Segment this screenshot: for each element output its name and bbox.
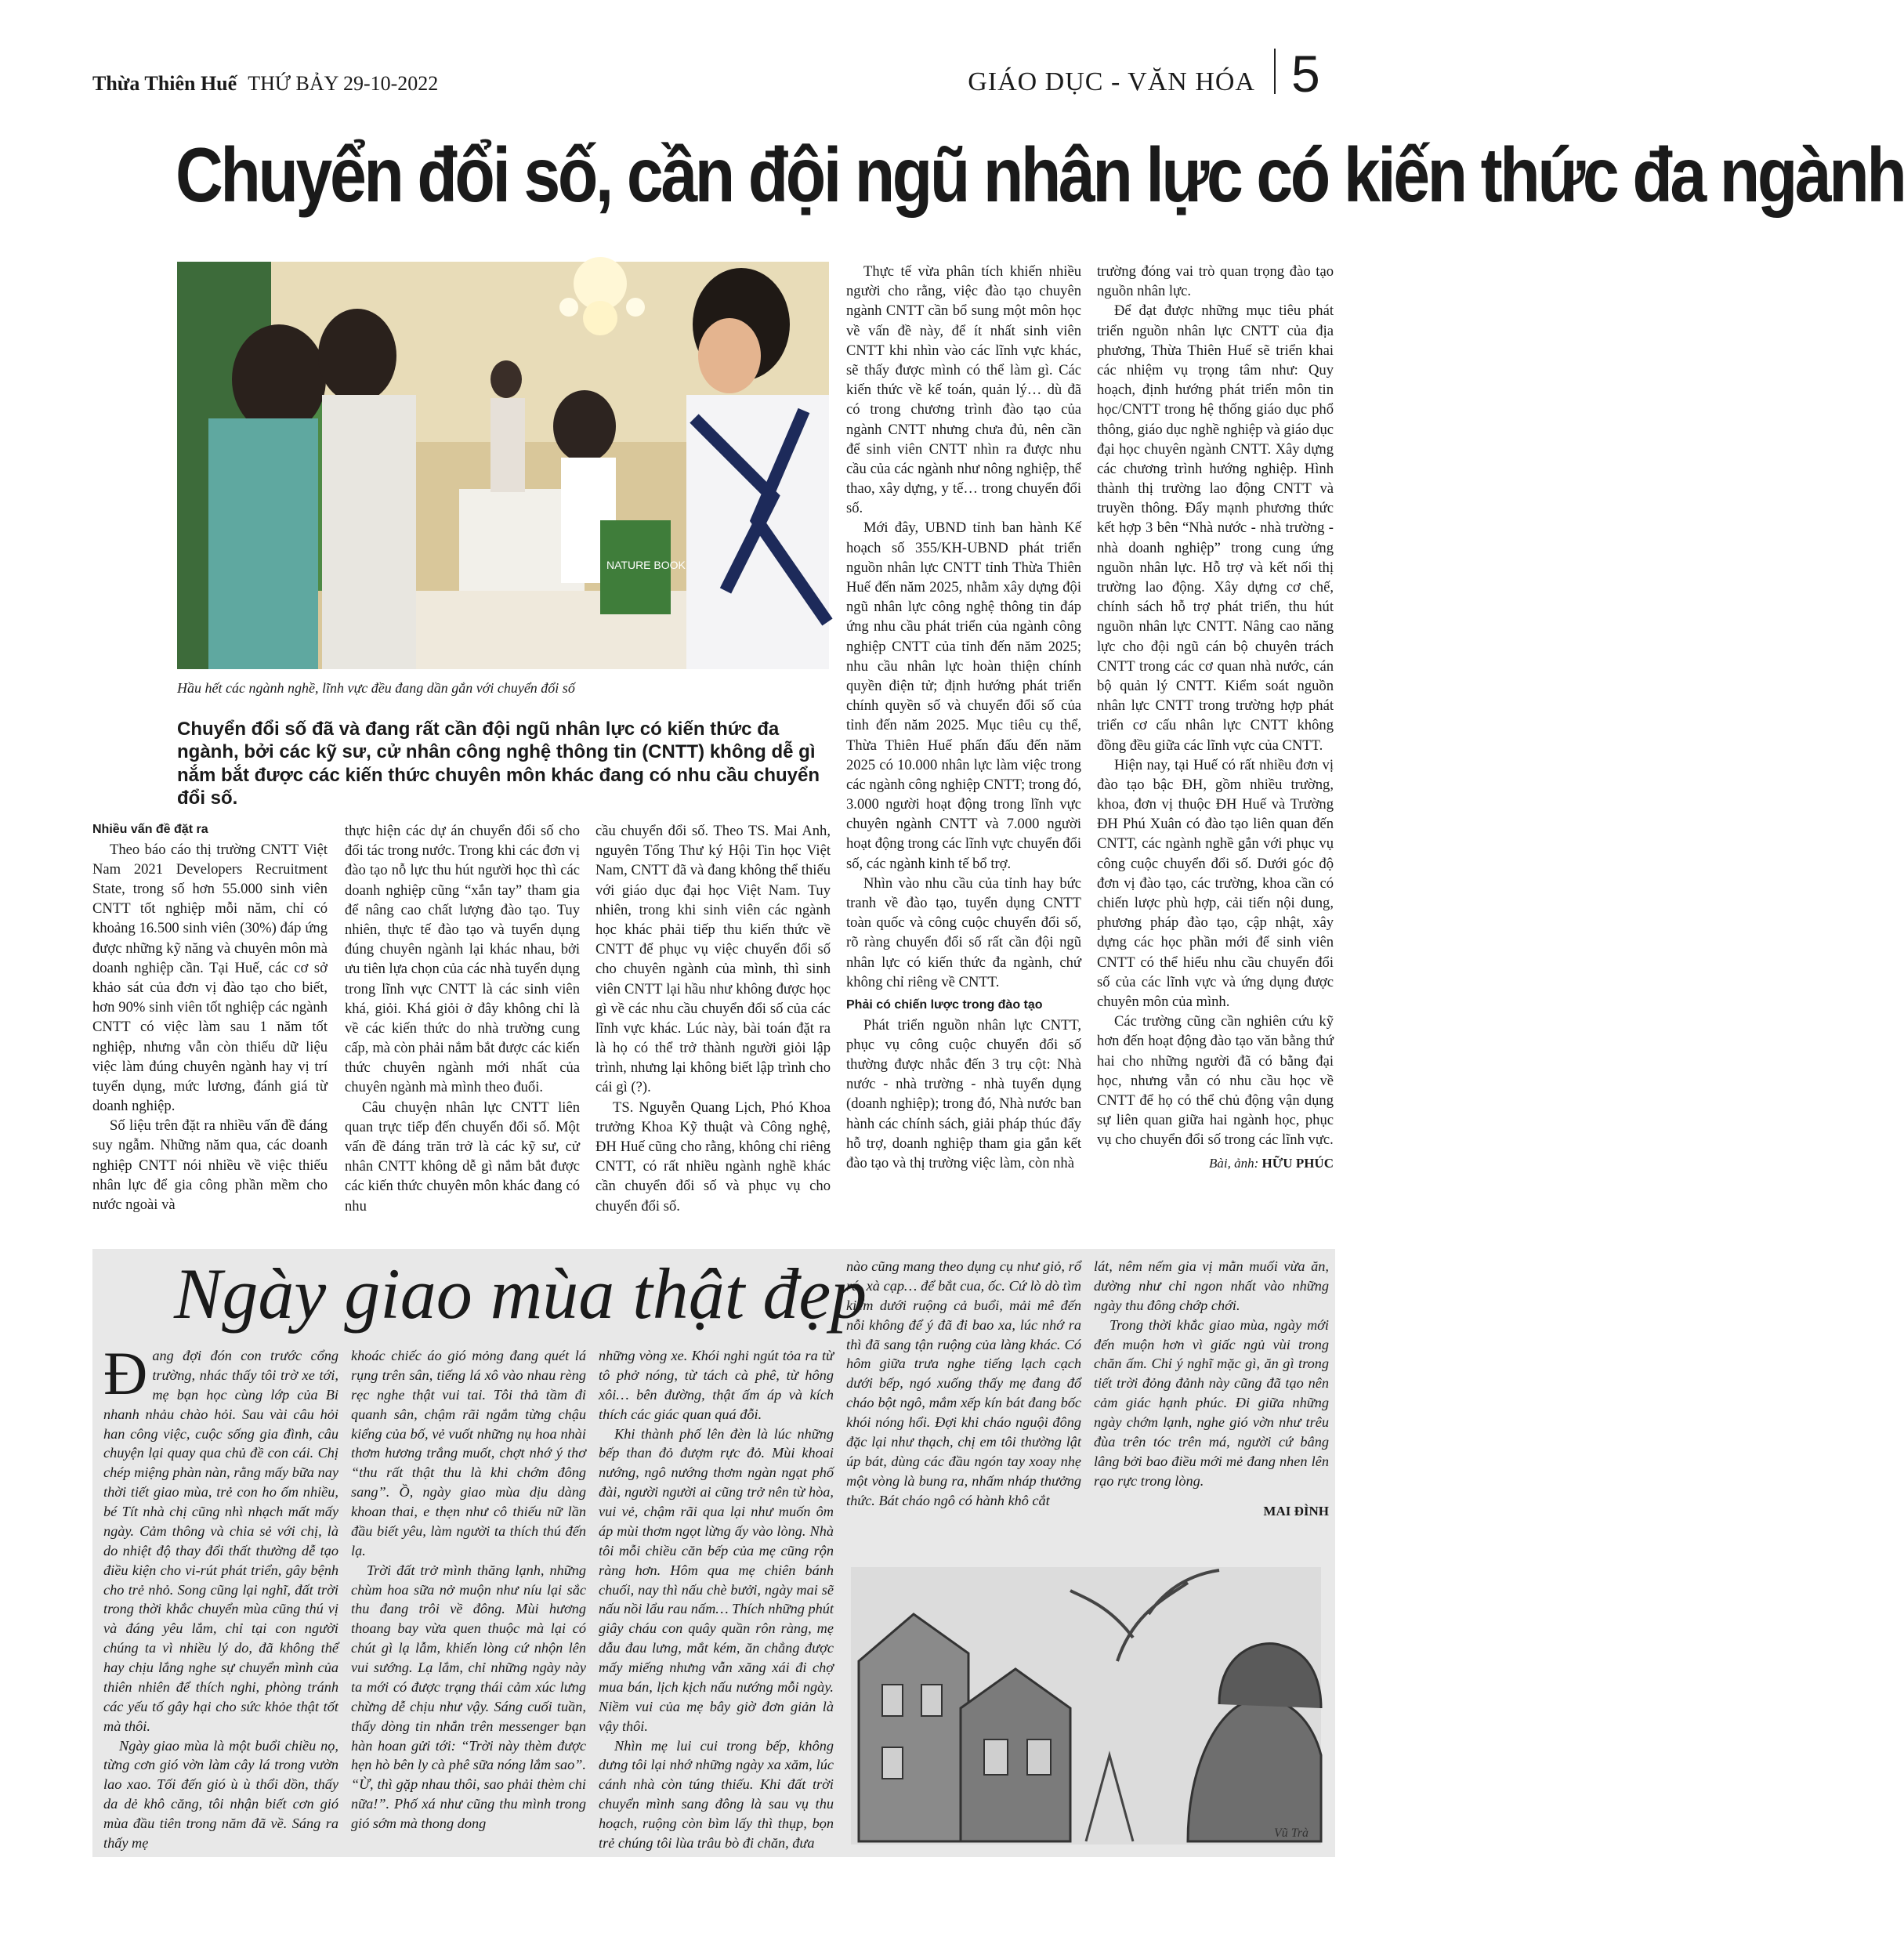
section-title: GIÁO DỤC - VĂN HÓA [968,67,1255,96]
essay-byline: MAI ĐÌNH [1263,1503,1329,1519]
paragraph [103,1339,338,1736]
paragraph: Trời đất trở mình thăng lạnh, những chùm hoa sữa nở muộn như níu lại sắc thu đang trôi về đông. Mùi hương thoang bay vừa quen thuộc mà lại có chút gì lạ lẫm, khiến lòng cứ nhộn lên vui sướng. Lạ lắm, chỉ những ngày này ta mới có được trạng thái cảm xúc lưng chừng dễ chịu như vậy. Sáng cuối tuần, thấy dòng tin nhắn trên messenger bạn hàn hoan gửi tới: “Trời này thèm được hẹn hò bên ly cà phê sữa nóng lắm sao”. “Ừ, thì gặp nhau thôi, sao phải thèm chi nữa!”. Phố xá như cũng thu mình trong gió sớm mà thong dong [351,1562,586,1831]
subhead-issues: Nhiều vấn đề đặt ra [92,823,208,836]
paragraph: Nhìn mẹ lui cui trong bếp, không dưng tôi lại nhớ những ngày xa xăm, lúc cánh nhà còn túng thiếu. Khi đất trời chuyển mình sang đông là sau vụ thu hoạch, ruộng còn bìm lấy thì thụp, bọn trẻ chúng tôi lùa trâu bò đi chăn, đưa [599,1737,834,1851]
drop-cap: Đ [103,1339,148,1407]
essay-illustration [851,1567,1321,1844]
paragraph: thực hiện các dự án chuyển đổi số cho đối tác trong nước. Trong khi các đơn vị đào tạo nỗ lực thu hút người học thì các doanh nghiệp cũng “xắn tay” tham gia để nâng cao chất lượng đào tạo. Tuy nhiên, thực tế đào tạo và tuyển dụng đúng chuyên ngành lại khác nhau, bởi ưu tiên lựa chọn của các nhà tuyển dụng trong lĩnh vực CNTT là các sinh viên khá, giỏi. Khá giỏi ở đây không chỉ là về các kiến thức do nhà trường cung cấp, mà còn phải nắm bắt được các kiến thức chuyên ngành mới nhất của chuyên ngành mà mình theo đuổi. [345,823,580,1096]
photo-caption: Hầu hết các ngành nghề, lĩnh vực đều đang dần gắn với chuyển đổi số [177,680,575,696]
paragraph: Số liệu trên đặt ra nhiều vấn đề đáng suy ngẫm. Những năm qua, các doanh nghiệp CNTT nói nhiều về việc thiếu nhân lực để gia công phần mềm cho nước ngoài và [92,1117,328,1214]
paragraph: Mới đây, UBND tỉnh ban hành Kế hoạch số 355/KH-UBND phát triển nguồn nhân lực CNTT tỉnh Thừa Thiên Huế đến năm 2025, nhằm xây dựng đội ngũ nhân lực công nghệ thông tin đáp ứng nhu cầu phát triển của ngành công nghiệp CNTT của tỉnh đến năm 2025; nhu cầu nhân lực hoàn thiện chính quyền điện tử; định hướng phát triển chính quyền số và chuyển đổi số của tỉnh đến năm 2025. Mục tiêu cụ thể, Thừa Thiên Huế phấn đấu đến năm 2025 có 10.000 nhân lực làm việc trong các ngành công nghiệp CNTT; trong đó, 3.000 người hoạt động trong lĩnh vực chuyên ngành CNTT và 7.000 người hoạt động trong các lĩnh vực chuyển đổi số, các ngành kinh tế bổ trợ. [846,519,1082,872]
masthead [92,72,438,96]
paragraph: Thực tế vừa phân tích khiến nhiều người cho rằng, việc đào tạo chuyên ngành CNTT cần bổ sung một môn học về vấn đề này, để ít nhất sinh viên CNTT khi nhìn vào các lĩnh vực khác, sẽ thấy được mình có thể làm gì. Các kiến thức về kế toán, quản lý… dù đã có trong chương trình đào tạo của ngành CNTT nhưng chưa đủ, nên cần để sinh viên CNTT nhìn ra được nhu cầu của các ngành như nông nghiệp, thể thao, xây dựng, y tế… trong chuyển đổi số. [846,263,1081,517]
paper-name: Thừa Thiên Huế [92,72,237,95]
photo-scene [177,262,829,669]
article-column-2 [345,821,580,1216]
paragraph: Để đạt được những mục tiêu phát triển nguồn nhân lực CNTT của địa phương, Thừa Thiên Huế sẽ triển khai các nhiệm vụ trọng tâm như: Quy hoạch, định hướng phát triển môn tin học/CNTT trong hệ thống giáo dục phổ thông, giáo dục nghề nghiệp và giáo dục đại học chuyên ngành CNTT. Xây dựng các chương trình hướng nghiệp. Hình thành thị trường lao động CNTT và truyền thông. Đẩy mạnh phương thức kết hợp 3 bên “Nhà nước - nhà trường - nhà doanh nghiệp” trong cung ứng nguồn nhân lực. Hỗ trợ và kết nối thị trường lao động. Xây dựng cơ chế, chính sách hỗ trợ phát triển, thu hút nguồn nhân lực CNTT. Nâng cao năng lực cho đội ngũ cán bộ chuyên trách CNTT trong các cơ quan nhà nước, cán bộ quản lý CNTT. Kiểm soát nguồn nhân lực CNTT trong trường hợp phát triển cơ cấu nhân lực CNTT không đồng đều giữa các lĩnh vực của CNTT. [1097,302,1334,754]
article-photo [177,262,829,669]
subhead-strategy: Phải có chiến lược trong đào tạo [846,997,1043,1012]
article-column-5 [1097,262,1334,1172]
essay-column-1 [103,1339,338,1853]
essay-column-3 [599,1346,834,1853]
article-lead: Chuyển đổi số đã và đang rất cần đội ngũ nhân lực có kiến thức đa ngành, bởi các kỹ sư, cử nhân công nghệ thông tin (CNTT) không dễ gì nắm bắt được các kiến thức chuyên môn khác đang có nhu cầu chuyển đổi số. [177,719,820,809]
paragraph: Nhìn vào nhu cầu của tỉnh hay bức tranh về đào tạo, tuyển dụng CNTT toàn quốc và công cuộc chuyển đổi số, rõ ràng chuyển đổi số rất cần đội ngũ nhân lực có kiến thức đa ngành, chứ không chỉ riêng về CNTT. [846,874,1081,990]
article-byline [1097,1154,1334,1172]
paragraph: những vòng xe. Khói nghi ngút tỏa ra từ tô phở nóng, từ tách cà phê, từ hông xôi… bên đường, thật ấm áp và kích thích các giác quan quá đỗi. [599,1348,834,1422]
essay-paragraph-text: ang đợi đón con trước cổng trường, nhác thấy tôi trờ xe tới, mẹ bạn học cùng lớp của Bi nhanh nhảu chào hỏi. Sau vài câu hỏi han công việc, cuộc sống gia đình, câu chuyện lại quay qua chủ đề con cái. Chị chép miệng phàn nàn, rằng mấy bữa nay thời tiết giao mùa, trẻ con ho ốm nhiều, bé Tít nhà chị cũng nhì nhạch mất mấy ngày. Cảm thông và chia sẻ với chị, là do nhiệt độ thay đổi thất thường dễ tạo điều kiện cho vi-rút phát triển, gây bệnh cho trẻ nhỏ. Song cũng lại nghĩ, đất trời trong thời khắc chuyển mùa cũng thú vị và đáng yêu lắm, chỉ tại con người chúng ta vì nhiều lý do, đã không thể hay chịu lắng nghe sự chuyển mình của thiên nhiên để thích nghi, phòng tránh các yếu tố gây hại cho sức khỏe thật tốt mà thôi. [103,1348,338,1734]
essay-column-5 [1094,1257,1329,1520]
byline-prefix: Bài, ảnh: [1209,1156,1259,1171]
essay-column-2 [351,1346,586,1834]
paragraph: TS. Nguyễn Quang Lịch, Phó Khoa trưởng Khoa Kỹ thuật và Công nghệ, ĐH Huế cũng cho rằng, không chỉ riêng CNTT, có rất nhiều ngành nghề khác cần chuyển đổi số và phục vụ cho chuyển đổi số. [595,1099,831,1215]
paragraph: nào cũng mang theo dụng cụ như giỏ, rổ rá, xà cạp… để bắt cua, ốc. Cứ lò dò tìm kiếm dưới ruộng cả buổi, mải mê đến nỗi không để ý đã đi bao xa, lúc nhớ ra thì đã sang tận ruộng của làng khác. Có hôm giữa trưa nghe tiếng lạch cạch dưới bếp, ngó xuống thấy mẹ đang đổ cháo bột ngô, mắm xếp kín bát đang bốc khói nóng hổi. Đợi khi cháo nguội đông đặc lại như thạch, chị em tôi thường lật úp bát, dùng các đầu ngón tay xoay nhẹ một vòng là bung ra, nhấm nháp thưởng thức. Bát cháo ngô có hành khô cắt [846,1258,1081,1508]
header-divider [1274,49,1276,94]
illustration-signature: Vũ Trà [1274,1826,1309,1840]
paragraph: cầu chuyển đổi số. Theo TS. Mai Anh, nguyên Tổng Thư ký Hội Tin học Việt Nam, CNTT đã và đang không thể thiếu với giáo dục đại học Việt Nam. Tuy nhiên, trong khi sinh viên các ngành học khác phải tiếp thu kiến thức về CNTT để phục vụ việc chuyển đổi số cho chuyên ngành của mình, thì sinh viên CNTT lại hầu như không được học gì về các nhu cầu chuyển đổi số của các lĩnh vực khác. Lúc này, bài toán đặt ra là họ có thể trở thành người giỏi lập trình, nhưng lại không biết lập trình cho cái gì (?). [595,823,831,1096]
paragraph: Khi thành phố lên đèn là lúc những bếp than đỏ đượm rực đỏ. Mùi khoai nướng, ngô nướng thơm ngàn ngạt phố đài, người người ai cũng trở nên từ hòa, vui vẻ, chậm rãi qua lại như muốn ôm áp mùi thơm ngọt lừng ấy vào lòng. Nhà tôi mỗi chiều căn bếp của mẹ cũng rộn ràng hơn. Hôm qua mẹ chiên bánh chuối, nay thì nấu chè bưởi, ngày mai sẽ nấu nồi lẩu rau nấm… Thích những phút giây cháu con quây quần rôn ràng, mẹ dẫu đau lưng, mắt kém, ăn chẳng được mấy miếng nhưng vẫn xăng xái đi chợ mua bán, lịch kịch nấu nướng mỗi ngày. Niềm vui của mẹ bây giờ đơn giản là vậy thôi. [599,1425,834,1734]
paragraph: Trong thời khắc giao mùa, ngày mới đến muộn hơn vì giấc ngủ vùi trong chăn ấm. Chỉ ý nghĩ mặc gì, ăn gì trong tiết trời đỏng đảnh này cũng đã tạo nên cảm giác hạnh phúc. Đi giữa những ngày chớm lạnh, nghe gió vờn như trêu đùa trên tóc trên má, người cứ bâng lâng bởi bao điều mới mẻ đang nhen lên rạo rực trong lòng. [1094,1316,1329,1489]
paragraph: Hiện nay, tại Huế có rất nhiều đơn vị đào tạo bậc ĐH, gồm nhiều trường, khoa, đơn vị thuộc ĐH Huế và Trường ĐH Phú Xuân có đào tạo liên quan đến CNTT, các ngành nghề gắn với phục vụ công cuộc chuyển đổi số. Dưới góc độ đơn vị đào tạo, các trường, khoa cần có chiến lược phù hợp, cải tiến nội dung, phương pháp đào tạo, cập nhật, xây dựng các học phần mới để sinh viên CNTT có thể hiểu nhu cầu chuyển đổi số của các lĩnh vực và ứng dụng được chuyên môn của mình. [1097,756,1334,1010]
paragraph: lát, nêm nếm gia vị mằn muối vừa ăn, dường như chỉ ngon nhất vào những ngày thu đông chớp chới. [1094,1258,1329,1313]
byline-name: HỮU PHÚC [1261,1156,1334,1171]
paragraph: Các trường cũng cần nghiên cứu kỹ hơn đến hoạt động đào tạo văn bằng thứ hai cho những người đã có bằng đại học, nhưng vẫn có nhu cầu học về CNTT để họ có thể chủ động vận dụng sự liên quan giữa hai ngành học, phục vụ cho chuyển đổi số trong các lĩnh vực. [1097,1013,1334,1149]
article-column-1 [92,821,328,1215]
photo-bag-text: NATURE BOOK [606,559,686,571]
paragraph: Câu chuyện nhân lực CNTT liên quan trực tiếp đến chuyển đổi số. Một vấn đề đáng trăn trở là các kỹ sư, cử nhân CNTT không dễ gì nắm bắt được các kiến thức chuyên môn khác đang có nhu [345,1099,580,1215]
paragraph: trường đóng vai trò quan trọng đào tạo nguồn nhân lực. [1097,263,1334,300]
issue-date: THỨ BẢY 29-10-2022 [248,72,439,95]
article-column-4 [846,262,1081,1173]
essay-title: Ngày giao mùa thật đẹp [174,1254,867,1334]
article-column-3 [595,821,831,1216]
essay-column-4 [846,1257,1081,1510]
illustration-drawing [851,1567,1321,1844]
paragraph: Theo báo cáo thị trường CNTT Việt Nam 2021 Developers Recruitment State, trong số hơn 55.000 sinh viên CNTT tốt nghiệp mỗi năm, chỉ có khoảng 16.500 sinh viên (30%) đáp ứng được những kỹ năng và chuyên môn mà doanh nghiệp cần. Tại Huế, các cơ sở khảo sát của đơn vị đào tạo cho biết, hơn 90% sinh viên tốt nghiệp các ngành CNTT có việc làm sau 1 năm tốt nghiệp, nhưng vẫn còn thiếu dữ liệu việc làm đúng chuyên ngành hay vị trí tuyển dụng, mức lương, đánh giá từ doanh nghiệp. [92,841,328,1115]
paragraph: Phát triển nguồn nhân lực CNTT, phục vụ công cuộc chuyển đổi số thường được nhắc đến 3 trụ cột: Nhà nước - nhà trường - nhà tuyển dụng (doanh nghiệp); trong đó, Nhà nước ban hành các chính sách, giải pháp thúc đẩy hỗ trợ, doanh nghiệp tham gia gắn kết đào tạo và thị trường việc làm, còn nhà [846,1016,1081,1171]
page-number: 5 [1291,45,1320,103]
paragraph: khoác chiếc áo gió mỏng đang quét lá rụng trên sân, tiếng lá xô vào nhau rèng rẹc nghe thật vui tai. Tôi thả tầm đi quanh sân, chậm rãi ngắm từng chậu kiểng của bố, vẻ vuốt những nụ hoa nhài thơm hương trắng muốt, chợt nhớ ý thơ “thu rất thật thu là khi chớm đông sang”. Ồ, ngày giao mùa dịu dàng khoan thai, e thẹn như cô thiếu nữ lần đầu biết yêu, làm người ta thích thú đến lạ. [351,1348,586,1558]
article-headline: Chuyển đổi số, cần đội ngũ nhân lực có kiến thức đa ngành [176,132,1904,218]
paragraph: Ngày giao mùa là một buổi chiều nọ, từng cơn gió vờn làm cây lá trong vườn lao xao. Tối đến gió ù ù thổi dồn, thấy da dẻ khô căng, tôi nhận biết cơn gió mùa đầu tiên trong năm đã về. Sáng ra thấy mẹ [103,1737,338,1851]
